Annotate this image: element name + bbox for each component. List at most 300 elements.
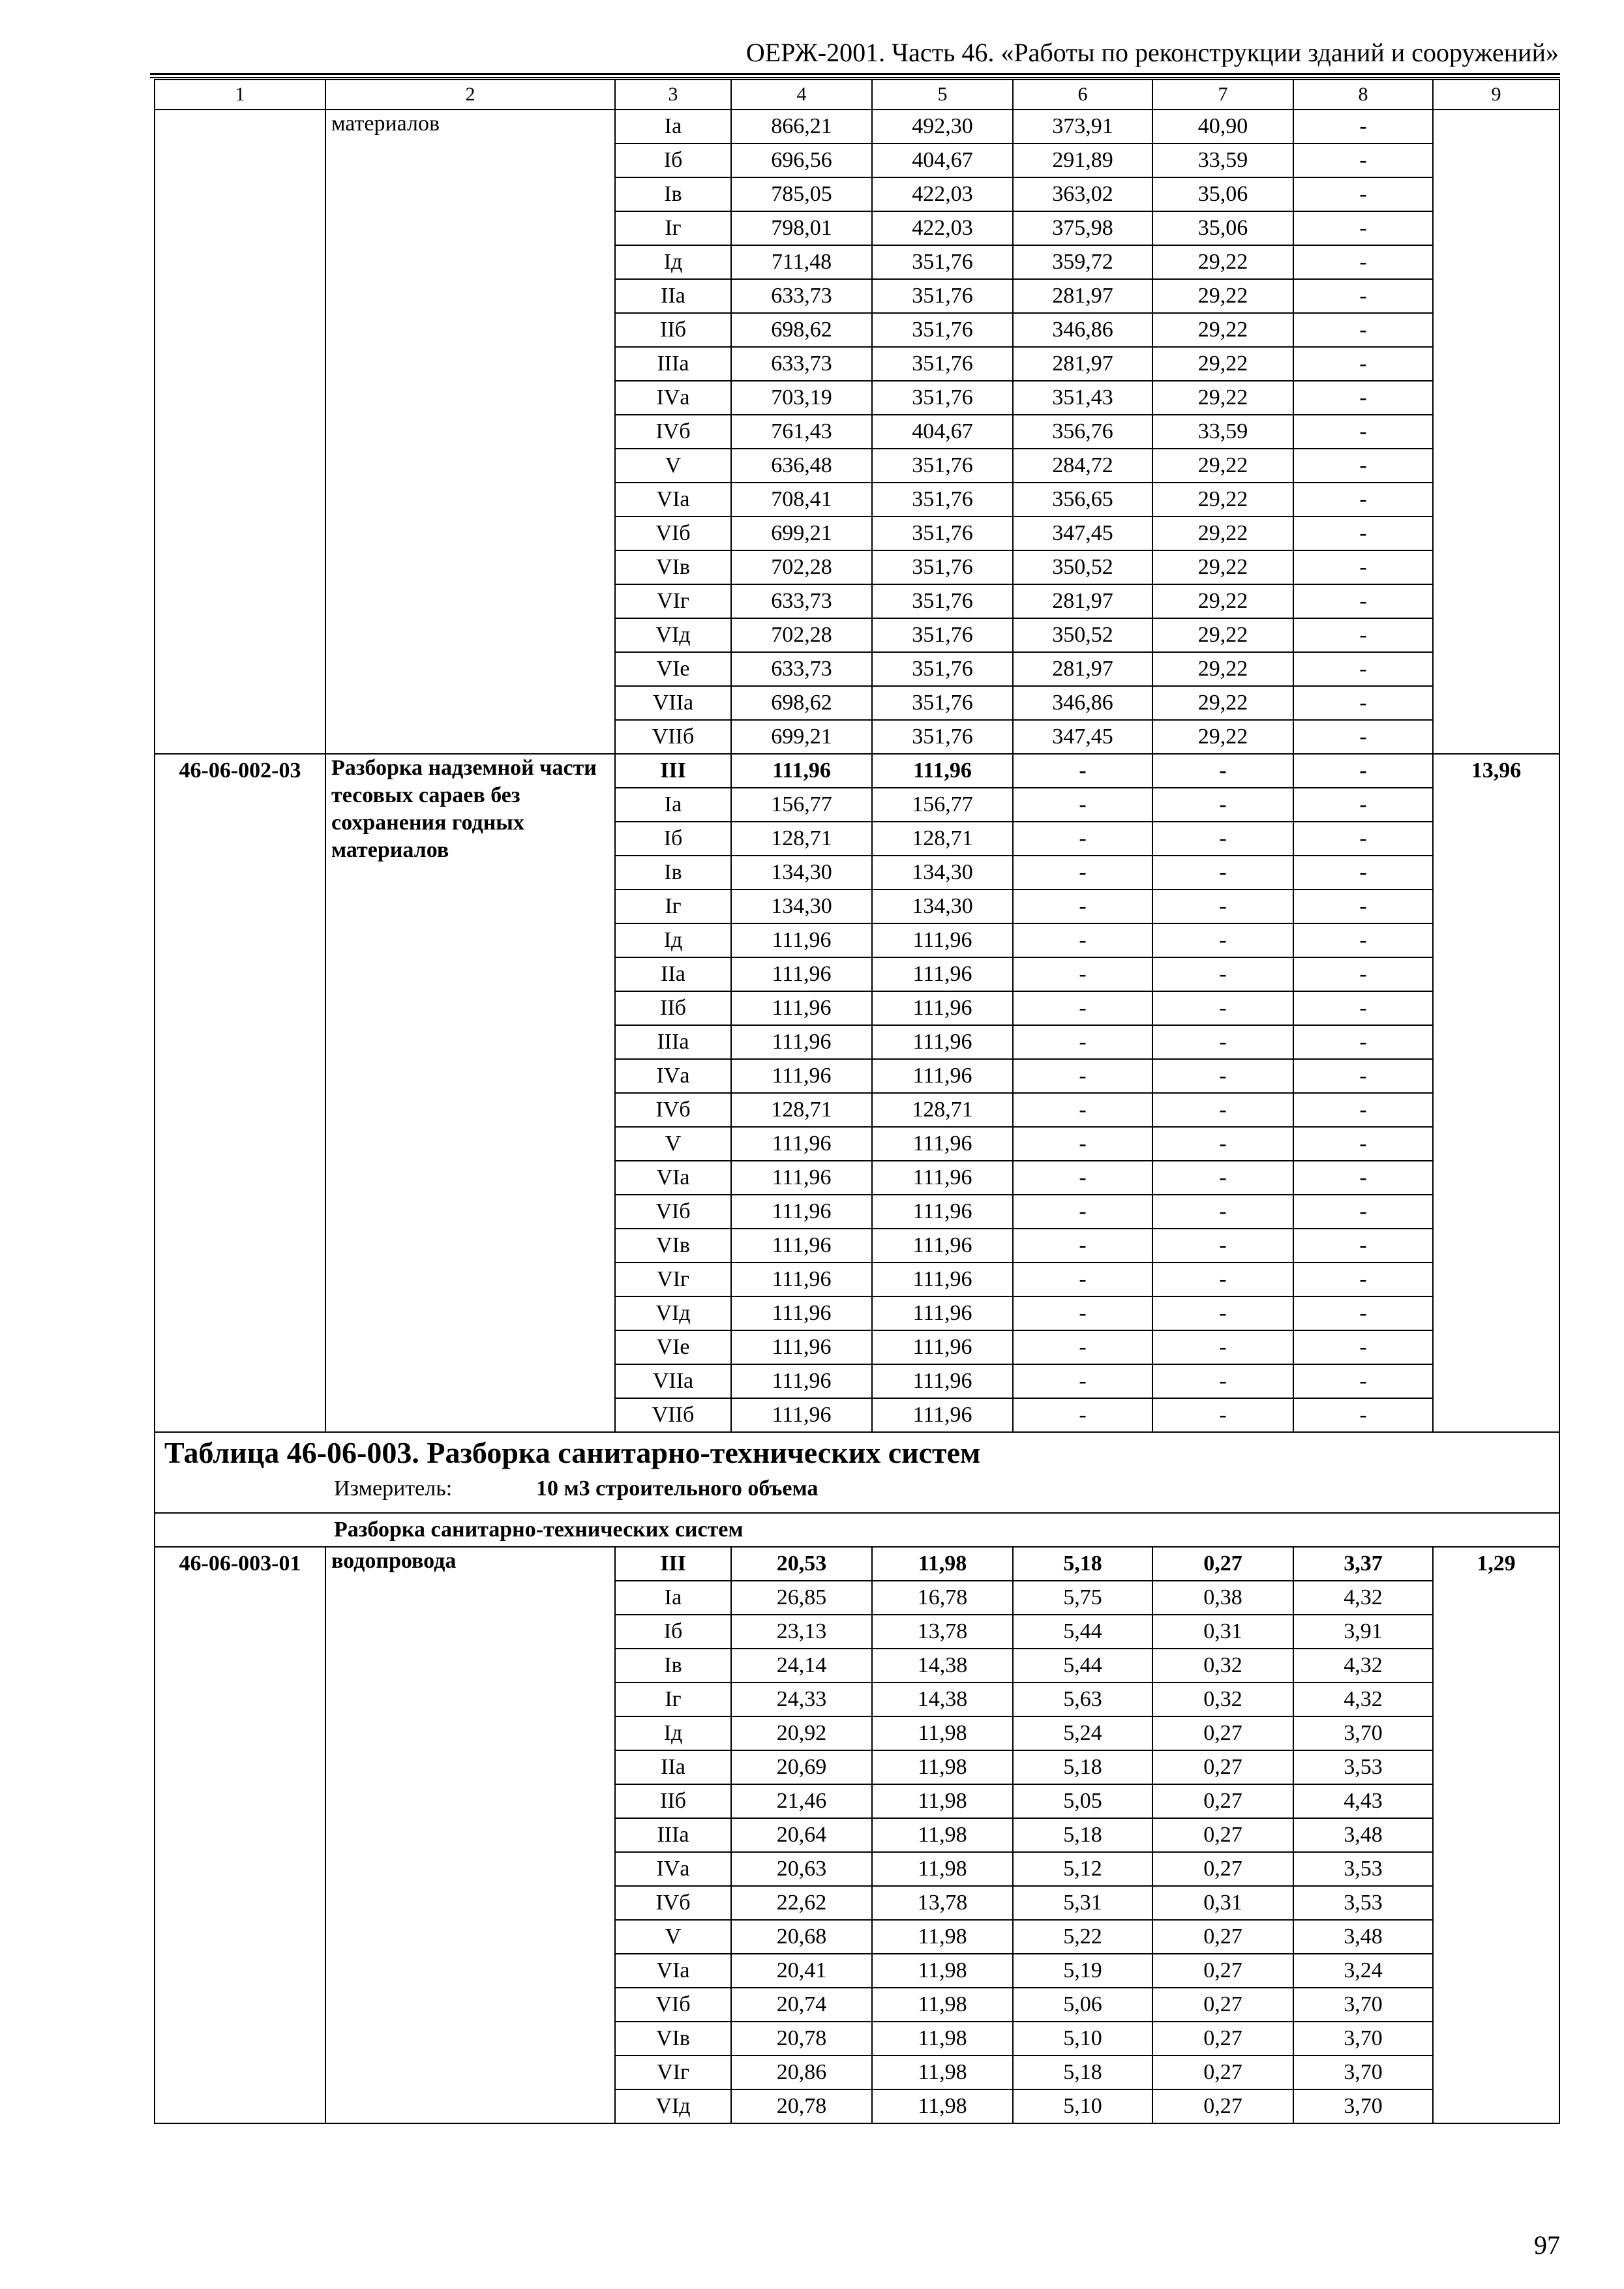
total-cost: 111,96 — [731, 1398, 872, 1432]
zone: VIа — [615, 1954, 731, 1988]
labor-cost: 128,71 — [872, 822, 1013, 856]
labor-cost: 351,76 — [872, 381, 1013, 415]
column-number: 3 — [615, 80, 731, 110]
materials-cost: - — [1293, 618, 1433, 652]
zone: VIIб — [615, 1398, 731, 1432]
column-number: 6 — [1013, 80, 1152, 110]
zone: VIIа — [615, 686, 731, 720]
machine-cost: 373,91 — [1013, 110, 1152, 143]
materials-cost: - — [1293, 957, 1433, 991]
machinist-wage: 0,32 — [1152, 1649, 1293, 1683]
machine-cost: 363,02 — [1013, 177, 1152, 211]
materials-cost: - — [1293, 890, 1433, 923]
materials-cost: - — [1293, 1161, 1433, 1195]
labor-cost: 351,76 — [872, 720, 1013, 754]
machinist-wage: 29,22 — [1152, 652, 1293, 686]
zone: IVб — [615, 415, 731, 449]
machine-cost: 5,31 — [1013, 1886, 1152, 1920]
labor-cost: 422,03 — [872, 177, 1013, 211]
zone: V — [615, 1127, 731, 1161]
labor-cost: 111,96 — [872, 1161, 1013, 1195]
machine-cost: 5,06 — [1013, 1988, 1152, 2022]
total-cost: 703,19 — [731, 381, 872, 415]
zone: Iд — [615, 923, 731, 957]
labor-cost: 351,76 — [872, 550, 1013, 584]
materials-cost: - — [1293, 1093, 1433, 1127]
total-cost: 702,28 — [731, 618, 872, 652]
labor-cost: 134,30 — [872, 890, 1013, 923]
labor-cost: 11,98 — [872, 1988, 1013, 2022]
total-cost: 20,69 — [731, 1750, 872, 1784]
labor-cost: 111,96 — [872, 1025, 1013, 1059]
total-cost: 20,68 — [731, 1920, 872, 1954]
total-cost: 111,96 — [731, 1025, 872, 1059]
machine-cost: 5,44 — [1013, 1615, 1152, 1649]
machine-cost: - — [1013, 1093, 1152, 1127]
zone: Iд — [615, 245, 731, 279]
labor-cost: 351,76 — [872, 245, 1013, 279]
zone: VIа — [615, 483, 731, 516]
zone: Iв — [615, 1649, 731, 1683]
machinist-wage: 0,27 — [1152, 2056, 1293, 2089]
labor-cost: 11,98 — [872, 1954, 1013, 1988]
total-cost: 699,21 — [731, 516, 872, 550]
materials-cost: - — [1293, 788, 1433, 822]
machine-cost: 284,72 — [1013, 449, 1152, 483]
measure-line — [164, 1473, 1559, 1504]
column-number: 2 — [325, 80, 615, 110]
table-row — [155, 754, 1559, 788]
total-cost: 20,53 — [731, 1547, 872, 1581]
labor-cost: 128,71 — [872, 1093, 1013, 1127]
machine-cost: - — [1013, 1263, 1152, 1296]
labor-cost: 11,98 — [872, 2089, 1013, 2123]
labor-cost: 351,76 — [872, 279, 1013, 313]
total-cost: 708,41 — [731, 483, 872, 516]
machinist-wage: - — [1152, 1093, 1293, 1127]
machine-cost: 5,18 — [1013, 1547, 1152, 1581]
machinist-wage: 29,22 — [1152, 381, 1293, 415]
machinist-wage: - — [1152, 1263, 1293, 1296]
total-cost: 761,43 — [731, 415, 872, 449]
zone: III — [615, 754, 731, 788]
total-cost: 111,96 — [731, 754, 872, 788]
total-cost: 23,13 — [731, 1615, 872, 1649]
labor-cost: 11,98 — [872, 1547, 1013, 1581]
zone: Iв — [615, 177, 731, 211]
zone: Iб — [615, 143, 731, 177]
total-cost: 20,41 — [731, 1954, 872, 1988]
total-cost: 20,78 — [731, 2022, 872, 2056]
table-title: Таблица 46-06-003. Разборка санитарно-технических систем — [164, 1436, 981, 1469]
labor-cost: 11,98 — [872, 1784, 1013, 1818]
materials-cost: 4,43 — [1293, 1784, 1433, 1818]
total-cost: 128,71 — [731, 1093, 872, 1127]
total-cost: 22,62 — [731, 1886, 872, 1920]
zone: VIв — [615, 2022, 731, 2056]
materials-cost: - — [1293, 143, 1433, 177]
materials-cost: 4,32 — [1293, 1581, 1433, 1615]
machine-cost: 350,52 — [1013, 550, 1152, 584]
machinist-wage: - — [1152, 1161, 1293, 1195]
labor-cost: 351,76 — [872, 652, 1013, 686]
labor-cost: 351,76 — [872, 483, 1013, 516]
materials-cost: 4,32 — [1293, 1649, 1433, 1683]
machinist-wage: - — [1152, 1229, 1293, 1263]
labor-cost: 492,30 — [872, 110, 1013, 143]
zone: VIа — [615, 1161, 731, 1195]
machinist-wage: - — [1152, 1364, 1293, 1398]
total-cost: 20,63 — [731, 1852, 872, 1886]
machine-cost: 281,97 — [1013, 347, 1152, 381]
machinist-wage: 0,27 — [1152, 1954, 1293, 1988]
labor-hours — [1433, 110, 1559, 754]
labor-cost: 111,96 — [872, 1127, 1013, 1161]
machinist-wage: 0,32 — [1152, 1683, 1293, 1716]
machine-cost: - — [1013, 1398, 1152, 1432]
materials-cost: - — [1293, 313, 1433, 347]
total-cost: 866,21 — [731, 110, 872, 143]
total-cost: 20,64 — [731, 1818, 872, 1852]
machine-cost: - — [1013, 754, 1152, 788]
total-cost: 111,96 — [731, 1127, 872, 1161]
zone: V — [615, 449, 731, 483]
zone: IIIа — [615, 1025, 731, 1059]
total-cost: 111,96 — [731, 1296, 872, 1330]
total-cost: 698,62 — [731, 686, 872, 720]
labor-hours: 1,29 — [1433, 1547, 1559, 2123]
labor-cost: 111,96 — [872, 1229, 1013, 1263]
zone: Iг — [615, 1683, 731, 1716]
total-cost: 111,96 — [731, 1161, 872, 1195]
machine-cost: - — [1013, 1330, 1152, 1364]
labor-cost: 111,96 — [872, 754, 1013, 788]
labor-cost: 351,76 — [872, 449, 1013, 483]
machinist-wage: - — [1152, 1398, 1293, 1432]
zone: Iг — [615, 890, 731, 923]
machinist-wage: - — [1152, 822, 1293, 856]
measure-label: Измеритель: — [334, 1476, 453, 1501]
column-number: 8 — [1293, 80, 1433, 110]
machine-cost: 346,86 — [1013, 686, 1152, 720]
measure-value: 10 м3 строительного объема — [536, 1476, 819, 1501]
labor-cost: 11,98 — [872, 1852, 1013, 1886]
materials-cost: - — [1293, 211, 1433, 245]
materials-cost: 3,70 — [1293, 1716, 1433, 1750]
materials-cost: - — [1293, 483, 1433, 516]
total-cost: 111,96 — [731, 991, 872, 1025]
zone: VIд — [615, 1296, 731, 1330]
materials-cost: - — [1293, 1229, 1433, 1263]
materials-cost: 3,48 — [1293, 1920, 1433, 1954]
materials-cost: - — [1293, 652, 1433, 686]
machine-cost: 5,63 — [1013, 1683, 1152, 1716]
labor-cost: 404,67 — [872, 415, 1013, 449]
materials-cost: - — [1293, 279, 1433, 313]
header-rule-thin — [150, 77, 1560, 78]
machinist-wage: 29,22 — [1152, 449, 1293, 483]
machine-cost: - — [1013, 856, 1152, 890]
zone: Iб — [615, 1615, 731, 1649]
machine-cost: 5,12 — [1013, 1852, 1152, 1886]
labor-cost: 111,96 — [872, 1330, 1013, 1364]
total-cost: 633,73 — [731, 584, 872, 618]
materials-cost: - — [1293, 584, 1433, 618]
section-row — [155, 1513, 1559, 1547]
zone: Iа — [615, 1581, 731, 1615]
machinist-wage: 29,22 — [1152, 686, 1293, 720]
materials-cost: - — [1293, 347, 1433, 381]
zone: VIг — [615, 584, 731, 618]
total-cost: 20,92 — [731, 1716, 872, 1750]
rate-code: 46-06-003-01 — [155, 1547, 325, 2123]
labor-cost: 351,76 — [872, 584, 1013, 618]
zone: VIб — [615, 1988, 731, 2022]
column-number: 4 — [731, 80, 872, 110]
materials-cost: 3,53 — [1293, 1750, 1433, 1784]
machine-cost: - — [1013, 1127, 1152, 1161]
materials-cost: - — [1293, 245, 1433, 279]
materials-cost: - — [1293, 1059, 1433, 1093]
machine-cost: - — [1013, 1364, 1152, 1398]
total-cost: 633,73 — [731, 279, 872, 313]
labor-cost: 111,96 — [872, 1059, 1013, 1093]
total-cost: 696,56 — [731, 143, 872, 177]
zone: VIIа — [615, 1364, 731, 1398]
machinist-wage: - — [1152, 991, 1293, 1025]
machine-cost: 5,18 — [1013, 2056, 1152, 2089]
machine-cost: 5,18 — [1013, 1818, 1152, 1852]
materials-cost: - — [1293, 1296, 1433, 1330]
total-cost: 111,96 — [731, 1059, 872, 1093]
labor-cost: 13,78 — [872, 1615, 1013, 1649]
zone: VIе — [615, 652, 731, 686]
materials-cost: - — [1293, 1195, 1433, 1229]
materials-cost: 3,70 — [1293, 2056, 1433, 2089]
zone: Iа — [615, 110, 731, 143]
materials-cost: 3,48 — [1293, 1818, 1433, 1852]
total-cost: 21,46 — [731, 1784, 872, 1818]
zone: IIа — [615, 957, 731, 991]
labor-cost: 111,96 — [872, 991, 1013, 1025]
table-46-06-003-header — [155, 1432, 1559, 1547]
materials-cost: - — [1293, 177, 1433, 211]
labor-cost: 11,98 — [872, 1818, 1013, 1852]
total-cost: 111,96 — [731, 1195, 872, 1229]
total-cost: 134,30 — [731, 890, 872, 923]
total-cost: 111,96 — [731, 1364, 872, 1398]
labor-cost: 11,98 — [872, 1920, 1013, 1954]
materials-cost: - — [1293, 381, 1433, 415]
machine-cost: - — [1013, 1025, 1152, 1059]
machinist-wage: - — [1152, 1025, 1293, 1059]
zone: V — [615, 1920, 731, 1954]
labor-cost: 351,76 — [872, 618, 1013, 652]
zone: IVб — [615, 1093, 731, 1127]
materials-cost: - — [1293, 856, 1433, 890]
machinist-wage: 29,22 — [1152, 516, 1293, 550]
zone: IIб — [615, 991, 731, 1025]
machine-cost: - — [1013, 890, 1152, 923]
total-cost: 20,78 — [731, 2089, 872, 2123]
materials-cost: 3,53 — [1293, 1852, 1433, 1886]
machine-cost: - — [1013, 1161, 1152, 1195]
total-cost: 24,33 — [731, 1683, 872, 1716]
labor-cost: 13,78 — [872, 1886, 1013, 1920]
machinist-wage: 0,27 — [1152, 1716, 1293, 1750]
zone: VIв — [615, 1229, 731, 1263]
zone: IVа — [615, 1852, 731, 1886]
column-number-row — [155, 80, 1559, 110]
table-body-46-06-003 — [155, 1547, 1559, 2123]
machinist-wage: 0,27 — [1152, 1818, 1293, 1852]
materials-cost: - — [1293, 516, 1433, 550]
labor-cost: 351,76 — [872, 313, 1013, 347]
zone: IIIа — [615, 347, 731, 381]
labor-cost: 11,98 — [872, 1750, 1013, 1784]
machine-cost: - — [1013, 1229, 1152, 1263]
materials-cost: - — [1293, 550, 1433, 584]
labor-cost: 11,98 — [872, 1716, 1013, 1750]
labor-cost: 111,96 — [872, 1263, 1013, 1296]
column-number: 9 — [1433, 80, 1559, 110]
machinist-wage: - — [1152, 1127, 1293, 1161]
table-row — [155, 110, 1559, 143]
machinist-wage: - — [1152, 1330, 1293, 1364]
machinist-wage: 35,06 — [1152, 211, 1293, 245]
machinist-wage: 0,38 — [1152, 1581, 1293, 1615]
machinist-wage: 0,27 — [1152, 1750, 1293, 1784]
total-cost: 785,05 — [731, 177, 872, 211]
total-cost: 26,85 — [731, 1581, 872, 1615]
zone: VIд — [615, 2089, 731, 2123]
labor-cost: 14,38 — [872, 1683, 1013, 1716]
machine-cost: 350,52 — [1013, 618, 1152, 652]
machine-cost: 5,22 — [1013, 1920, 1152, 1954]
machinist-wage: 29,22 — [1152, 550, 1293, 584]
machinist-wage: 40,90 — [1152, 110, 1293, 143]
column-number: 7 — [1152, 80, 1293, 110]
labor-cost: 11,98 — [872, 2022, 1013, 2056]
zone: IIа — [615, 1750, 731, 1784]
machine-cost: 5,44 — [1013, 1649, 1152, 1683]
zone: VIIб — [615, 720, 731, 754]
zone: Iв — [615, 856, 731, 890]
labor-cost: 111,96 — [872, 1398, 1013, 1432]
machinist-wage: 0,31 — [1152, 1886, 1293, 1920]
zone: IVа — [615, 1059, 731, 1093]
machinist-wage: 29,22 — [1152, 483, 1293, 516]
labor-cost: 111,96 — [872, 1195, 1013, 1229]
machinist-wage: 0,27 — [1152, 1988, 1293, 2022]
total-cost: 798,01 — [731, 211, 872, 245]
materials-cost: - — [1293, 686, 1433, 720]
labor-cost: 111,96 — [872, 1364, 1013, 1398]
total-cost: 20,74 — [731, 1988, 872, 2022]
total-cost: 20,86 — [731, 2056, 872, 2089]
total-cost: 111,96 — [731, 957, 872, 991]
machine-cost: 5,10 — [1013, 2089, 1152, 2123]
materials-cost: - — [1293, 1025, 1433, 1059]
materials-cost: - — [1293, 1263, 1433, 1296]
materials-cost: - — [1293, 754, 1433, 788]
total-cost: 24,14 — [731, 1649, 872, 1683]
machine-cost: 351,43 — [1013, 381, 1152, 415]
machine-cost: 5,75 — [1013, 1581, 1152, 1615]
machinist-wage: - — [1152, 856, 1293, 890]
work-name: материалов — [325, 110, 615, 754]
machine-cost: - — [1013, 957, 1152, 991]
rates-table — [154, 79, 1560, 2124]
machinist-wage: 29,22 — [1152, 279, 1293, 313]
zone: IIа — [615, 279, 731, 313]
machinist-wage: 33,59 — [1152, 143, 1293, 177]
zone: Iг — [615, 211, 731, 245]
zone: IIб — [615, 1784, 731, 1818]
zone: Iд — [615, 1716, 731, 1750]
total-cost: 111,96 — [731, 1263, 872, 1296]
materials-cost: 3,24 — [1293, 1954, 1433, 1988]
machine-cost: 281,97 — [1013, 279, 1152, 313]
zone: VIг — [615, 1263, 731, 1296]
total-cost: 699,21 — [731, 720, 872, 754]
materials-cost: - — [1293, 110, 1433, 143]
labor-hours: 13,96 — [1433, 754, 1559, 1432]
materials-cost: 4,32 — [1293, 1683, 1433, 1716]
machinist-wage: 0,31 — [1152, 1615, 1293, 1649]
machine-cost: - — [1013, 923, 1152, 957]
total-cost: 134,30 — [731, 856, 872, 890]
machine-cost: 375,98 — [1013, 211, 1152, 245]
labor-cost: 111,96 — [872, 1296, 1013, 1330]
machine-cost: 5,18 — [1013, 1750, 1152, 1784]
materials-cost: - — [1293, 1398, 1433, 1432]
rate-code: 46-06-002-03 — [155, 754, 325, 1432]
section-title: Разборка санитарно-технических систем — [155, 1513, 1559, 1547]
machine-cost: 5,19 — [1013, 1954, 1152, 1988]
work-name: водопровода — [325, 1547, 615, 2123]
labor-cost: 11,98 — [872, 2056, 1013, 2089]
machine-cost: 281,97 — [1013, 652, 1152, 686]
materials-cost: - — [1293, 1330, 1433, 1364]
total-cost: 111,96 — [731, 1330, 872, 1364]
rate-code — [155, 110, 325, 754]
materials-cost: 3,70 — [1293, 1988, 1433, 2022]
labor-cost: 422,03 — [872, 211, 1013, 245]
machine-cost: - — [1013, 991, 1152, 1025]
zone: Iа — [615, 788, 731, 822]
machinist-wage: 33,59 — [1152, 415, 1293, 449]
machine-cost: - — [1013, 1195, 1152, 1229]
table-title-row — [155, 1432, 1559, 1513]
column-number: 5 — [872, 80, 1013, 110]
machine-cost: 5,05 — [1013, 1784, 1152, 1818]
zone: VIб — [615, 1195, 731, 1229]
table-row — [155, 1547, 1559, 1581]
page-number: 97 — [1534, 2230, 1560, 2260]
labor-cost: 351,76 — [872, 686, 1013, 720]
machinist-wage: - — [1152, 957, 1293, 991]
machinist-wage: 35,06 — [1152, 177, 1293, 211]
machine-cost: - — [1013, 788, 1152, 822]
zone: IIб — [615, 313, 731, 347]
labor-cost: 404,67 — [872, 143, 1013, 177]
labor-cost: 156,77 — [872, 788, 1013, 822]
machine-cost: 5,24 — [1013, 1716, 1152, 1750]
materials-cost: - — [1293, 720, 1433, 754]
labor-cost: 351,76 — [872, 347, 1013, 381]
materials-cost: - — [1293, 822, 1433, 856]
